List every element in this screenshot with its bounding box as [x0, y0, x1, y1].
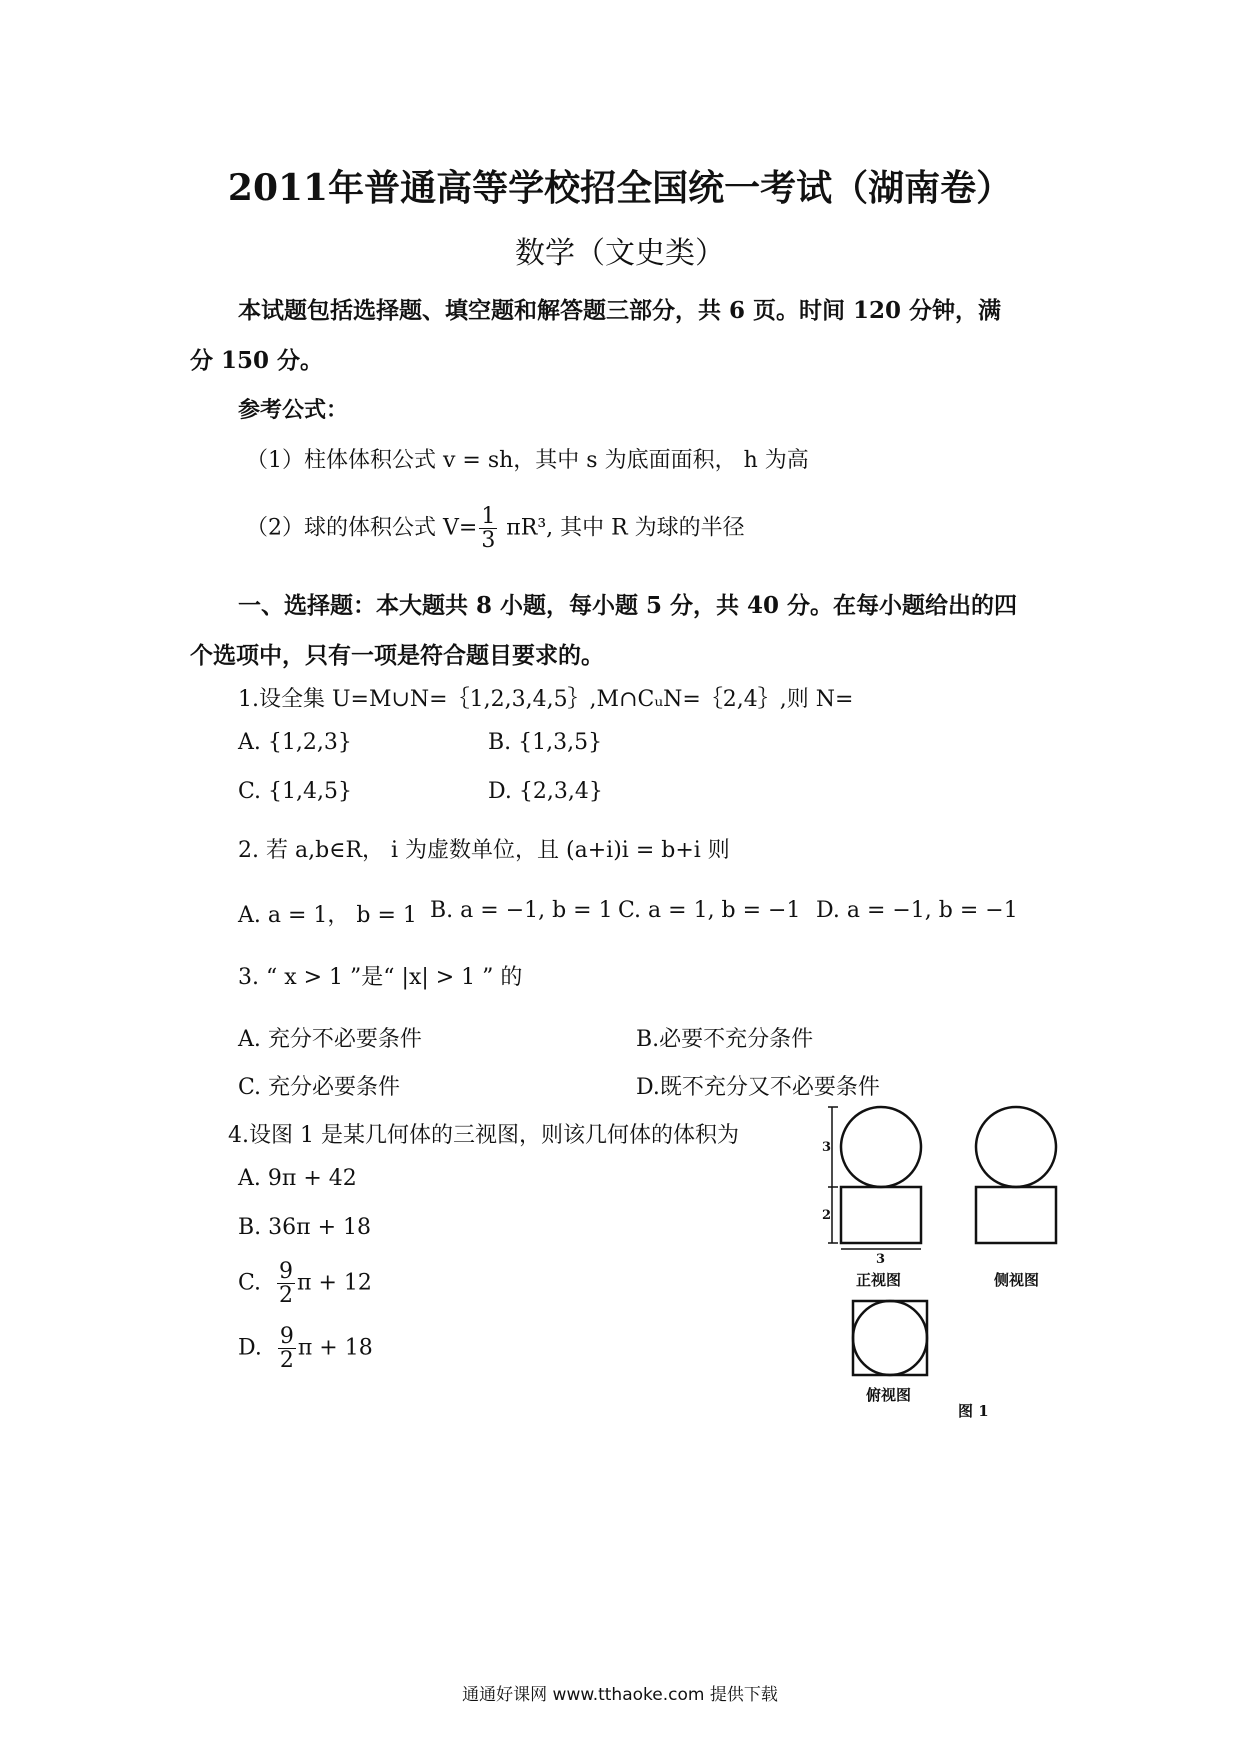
- fraction-denominator: 3: [481, 528, 496, 554]
- dim-label-2-vertical: 2: [822, 1208, 832, 1223]
- reference-heading: 参考公式：: [238, 397, 349, 423]
- front-view-circle: [841, 1107, 921, 1187]
- fraction-nine-halves: [278, 1325, 296, 1372]
- formula-sphere: [246, 505, 745, 552]
- question-3-option-d: D.既不充分又不必要条件: [636, 1075, 880, 1100]
- fraction-denominator: 2: [279, 1283, 294, 1309]
- label-top-view: 俯视图: [866, 1386, 912, 1404]
- footer-source: 通通好课网 www.tthaoke.com 提供下载: [462, 1685, 778, 1705]
- intro-line-2: 分 150 分。: [190, 347, 324, 374]
- exam-title: 2011年普通高等学校招全国统一考试（湖南卷）: [227, 167, 1013, 209]
- section-heading-line-2: 个选项中，只有一项是符合题目要求的。: [190, 642, 604, 669]
- question-3-option-c: C. 充分必要条件: [238, 1075, 401, 1100]
- formula-cylinder: （1）柱体体积公式 v = sh，其中 s 为底面面积， h 为高: [246, 448, 809, 473]
- fraction-numerator: 9: [279, 1259, 294, 1284]
- question-3-option-a: A. 充分不必要条件: [238, 1027, 422, 1052]
- question-1-option-d: D. {2,3,4}: [488, 779, 603, 804]
- question-4-option-d: [238, 1325, 373, 1372]
- dim-label-3-vertical: 3: [822, 1140, 832, 1155]
- fraction-numerator: 1: [481, 504, 496, 529]
- question-1-option-c: C. {1,4,5}: [238, 779, 353, 804]
- formula-sphere-suffix: πR³, 其中 R 为球的半径: [499, 515, 745, 541]
- question-2-option-a: A. a = 1， b = 1: [238, 903, 417, 928]
- question-1-option-b: B. {1,3,5}: [488, 730, 603, 755]
- exam-subtitle: 数学（文史类）: [515, 236, 725, 271]
- question-4-option-a: A. 9π + 42: [238, 1166, 357, 1191]
- front-view-rect: [841, 1187, 921, 1243]
- dim-label-3-horizontal: 3: [876, 1252, 886, 1267]
- option-tail: π + 12: [297, 1270, 372, 1296]
- question-2-option-b: B. a = −1, b = 1: [430, 898, 613, 923]
- fraction-denominator: 2: [279, 1348, 294, 1374]
- label-front-view: 正视图: [856, 1271, 902, 1289]
- question-4-option-c: [238, 1260, 372, 1307]
- fraction-nine-halves: [277, 1260, 295, 1307]
- question-1-stem: 1.设全集 U=M∪N=｛1,2,3,4,5｝,M∩CᵤN=｛2,4｝,则 N=: [238, 687, 854, 712]
- fraction-numerator: 9: [279, 1324, 294, 1349]
- figure-caption: 图 1: [958, 1402, 989, 1420]
- label-side-view: 侧视图: [994, 1271, 1040, 1289]
- formula-sphere-prefix: （2）球的体积公式 V=: [246, 515, 478, 541]
- question-3-stem: 3. “ x > 1 ”是“ |x| > 1 ” 的: [238, 965, 523, 990]
- question-4-option-b: B. 36π + 18: [238, 1215, 372, 1240]
- question-2-stem: 2. 若 a,b∈R， i 为虚数单位，且 (a+i)i = b+i 则: [238, 838, 730, 863]
- section-heading-line-1: 一、选择题：本大题共 8 小题，每小题 5 分，共 40 分。在每小题给出的四: [238, 592, 1018, 619]
- option-tail: π + 18: [297, 1335, 373, 1361]
- fraction-one-third: [479, 505, 497, 552]
- question-3-option-b: B.必要不充分条件: [636, 1027, 814, 1052]
- intro-line-1: 本试题包括选择题、填空题和解答题三部分，共 6 页。时间 120 分钟，满: [238, 297, 1002, 324]
- question-1-option-a: A. {1,2,3}: [238, 730, 352, 755]
- top-view-circle: [853, 1301, 927, 1375]
- side-view-circle: [976, 1107, 1056, 1187]
- option-label: C.: [238, 1270, 262, 1296]
- question-2-option-c: C. a = 1, b = −1: [618, 898, 801, 923]
- three-view-figure: [822, 1106, 1090, 1426]
- side-view-rect: [976, 1187, 1056, 1243]
- question-2-option-d: D. a = −1, b = −1: [816, 898, 1018, 923]
- option-label: D.: [238, 1335, 262, 1361]
- question-4-stem: 4.设图 1 是某几何体的三视图，则该几何体的体积为: [228, 1123, 739, 1148]
